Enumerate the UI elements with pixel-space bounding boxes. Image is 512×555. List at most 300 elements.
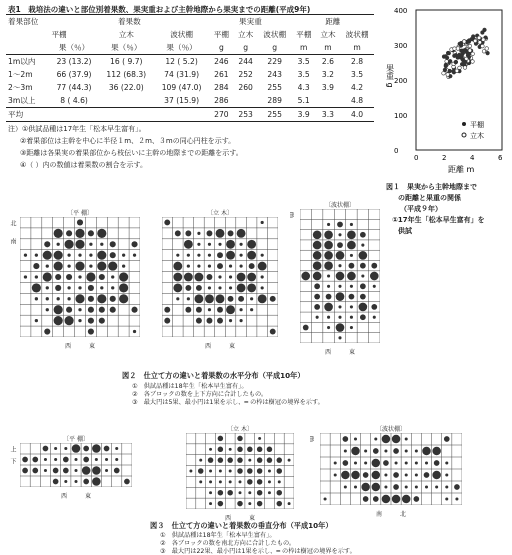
fruit-dot [277,501,282,506]
fruit-dot [360,283,366,289]
fruit-dot [324,241,333,250]
fruit-dot [313,230,322,239]
fruit-dot [247,283,256,292]
fruit-dot [124,479,130,485]
head-distance: 距離 [292,15,374,29]
fruit-dot [247,447,252,452]
fruit-dot [35,297,38,300]
fruit-dot [415,449,418,452]
fruit-dot [89,254,92,257]
fruit-dot [199,480,202,483]
fig3-grid [20,443,132,487]
fig1-xtick: 0 [414,154,419,162]
fruit-dot [218,243,221,246]
fig1-ytick: 300 [394,42,408,50]
fruit-dot [314,283,320,289]
head2-cell: 波状棚 [263,30,287,39]
fruit-dot [54,316,63,325]
fruit-dot [78,286,81,289]
fruit-dot [226,305,235,314]
fruit-dot [261,275,264,278]
fruit-dot [32,468,38,474]
head3-cell: m [300,43,308,52]
fruit-dot [382,495,391,504]
scatter-point [460,62,464,66]
fruit-dot [445,473,448,476]
fruit-dot [66,230,72,236]
fig3-y-axis-label: 上 下 [9,446,16,464]
table-cell: 261 [214,70,229,79]
fruit-dot [54,458,57,461]
fig3-x-axis-label: 西 東 [60,493,91,500]
fruit-dot [88,285,94,291]
fruit-dot [343,436,349,442]
fruit-dot [372,459,381,468]
fruit-dot [324,230,333,239]
scatter-point [444,55,448,59]
fruit-dot [209,491,212,494]
fig2-x-axis-label: 西 東 [324,349,355,356]
fruit-dot [229,286,232,289]
fruit-dot [354,485,357,488]
legend-hiradana: 平棚 [470,121,484,129]
fruit-dot [119,294,128,303]
fig1-xlabel: 距離 m [448,165,475,174]
fruit-dot [361,274,364,277]
fruit-dot [74,458,77,461]
table-cell: 4.2 [351,83,364,92]
fruit-dot [277,490,282,495]
fruit-dot [218,286,221,289]
fruit-dot [100,243,103,246]
fig1-xtick: 4 [470,154,475,162]
fruit-dot [374,437,377,440]
table-cell: 2.8 [340,55,374,69]
fruit-dot [422,447,431,456]
scatter-point [462,40,466,44]
fig1-ylabel: 果重 g [385,64,395,88]
table-cell: 5.1 [297,96,310,105]
fruit-dot [336,251,345,260]
fruit-dot [218,447,223,452]
fruit-dot [227,457,232,462]
fruit-dot [199,459,202,462]
fruit-dot [86,272,95,281]
fruit-dot [54,305,63,314]
fig2-y-axis-label: m [288,212,295,218]
fruit-dot [288,459,291,462]
row-label: 1～2m [8,70,33,79]
fig3-panel [308,424,462,518]
fruit-dot [184,273,193,282]
scatter-point [460,54,464,58]
table-cell: 2.6 [316,55,340,69]
fruit-dot [46,297,49,300]
fruit-dot [240,308,243,311]
head2-cell: 立木 [320,30,336,39]
scatter-point [446,73,450,77]
fruit-dot [75,294,84,303]
fruit-dot [122,264,125,267]
fruit-dot [218,436,223,441]
fruit-dot [393,448,399,454]
table-cell: 243 [267,70,282,79]
fruit-dot [432,471,441,480]
fruit-dot [249,263,255,269]
fruit-dot [197,243,200,246]
fruit-dot [424,472,430,478]
scatter-point [481,44,485,48]
scatter-point [453,47,457,51]
table-cell: 286 [214,96,229,105]
fruit-dot [187,254,190,257]
fruit-dot [268,491,271,494]
fruit-dot [208,308,211,311]
scatter-point [482,38,486,42]
head2-cell: 波状棚 [170,30,193,39]
fruit-dot [277,457,282,462]
avg-cell [154,108,209,122]
fruit-dot [208,265,211,268]
fruit-dot [164,220,170,226]
head3-cell: m [353,43,361,52]
fruit-dot [360,294,366,300]
fruit-dot [110,252,116,258]
fruit-dot [35,319,38,322]
avg-cell: 3.9 [292,108,316,122]
fruit-dot [198,468,203,473]
fruit-dot [227,490,232,495]
fruit-dot [218,501,223,506]
fruit-dot [219,480,222,483]
fig3-note-2: ② 各ブロックの数を南北方向に合計したもの。 [160,540,296,547]
fruit-dot [75,229,84,238]
fig2-panel-label: 〔波状棚〕 [324,202,355,209]
fruit-dot [349,263,355,269]
scatter-point [448,59,452,63]
avg-cell [99,108,154,122]
fig2-panel [9,208,140,350]
fruit-dot [338,316,341,319]
fruit-dot [327,274,330,277]
fruit-dot [240,254,243,257]
fig1-ytick: 100 [394,112,408,120]
fruit-dot [239,491,242,494]
fruit-dot [208,457,213,462]
fruit-dot [354,461,357,464]
fruit-dot [99,318,105,324]
table-cell: 4.8 [351,96,364,105]
fruit-dot [327,326,330,329]
fruit-dot [64,447,67,450]
scatter-point [443,68,447,72]
fruit-dot [229,275,232,278]
fruit-dot [350,285,353,288]
fruit-dot [46,308,49,311]
table-row [6,68,374,81]
fruit-dot [216,229,225,238]
fig1-legend [462,120,484,140]
fruit-dot [228,296,234,302]
fruit-dot [119,283,128,292]
fruit-dot [110,296,116,302]
fruit-dot [173,273,182,282]
scatter-point [463,60,467,64]
fruit-dot [338,264,341,267]
fruit-dot [229,265,232,268]
fruit-dot [268,480,271,483]
fruit-dot [248,502,251,505]
head2-cell: 立木 [118,30,134,39]
scatter-point [463,66,467,70]
fig3-panel-label: 〔波状棚〕 [375,426,406,433]
fruit-dot [97,262,106,271]
fruit-dot [337,242,343,248]
scatter-point [459,44,463,48]
fig2-note-1: ① 供試品種は18年生「松本早生富有」。 [132,383,248,390]
fruit-dot [63,468,69,474]
fruit-dot [111,275,114,278]
fruit-dot [237,447,242,452]
fruit-dot [122,254,125,257]
fig3-panel [9,434,132,500]
fruit-dot [108,262,117,271]
fruit-dot [393,472,399,478]
fruit-dot [405,461,408,464]
fruit-dot [288,502,291,505]
fruit-dot [114,468,120,474]
table-row [6,94,374,108]
fruit-dot [176,297,179,300]
fruit-dot [267,457,272,462]
fruit-dot [72,444,81,453]
fruit-dot [370,272,379,281]
fig3-panel-label: 〔立 木〕 [227,426,253,433]
fruit-dot [432,447,441,456]
fruit-dot [83,457,89,463]
fruit-dot [100,286,103,289]
avg-cell [49,108,98,122]
fruit-dot [35,275,38,278]
fruit-dot [360,263,366,269]
fruit-dot [219,470,222,473]
fruit-dot [197,232,200,235]
fruit-dot [64,480,67,483]
table-cell: 246 [209,55,233,69]
fruit-dot [360,232,366,238]
legend-tachiki: 立木 [470,132,484,140]
scatter-point [486,51,490,55]
fruit-dot [53,479,59,485]
fruit-dot [97,251,106,260]
fruit-dot [338,285,341,288]
fruit-dot [454,484,460,490]
table-cell: 255 [267,83,282,92]
fruit-dot [209,470,212,473]
fruit-dot [268,470,271,473]
fruit-dot [405,449,408,452]
fruit-dot [111,286,114,289]
table-cell: 3.2 [321,70,334,79]
table-cell: 3.5 [351,70,364,79]
scatter-point [468,49,472,53]
fig3-note-3: ③ 最大円は22果、最小円は1果を示し、━ の枠は樹冠の境界を示す。 [160,548,356,555]
fruit-dot [207,274,213,280]
fruit-dot [415,461,418,464]
fruit-dot [209,480,212,483]
fruit-dot [208,286,211,289]
fruit-dot [248,459,251,462]
fruit-dot [74,469,77,472]
scatter-point [455,69,459,73]
fig3-grid [320,433,462,505]
fruit-dot [185,307,191,313]
table-cell: 289 [267,96,282,105]
fruit-dot [88,296,94,302]
table-cell: 36 (22.0) [108,83,144,92]
fruit-dot [175,230,181,236]
fruit-dot [97,294,106,303]
fruit-dot [119,272,128,281]
table-cell: 3.9 [321,83,334,92]
fruit-dot [415,485,418,488]
head3-cell: m [324,43,332,52]
fruit-dot [414,496,420,502]
fruit-dot [187,297,190,300]
fruit-dot [248,491,251,494]
fruit-dot [217,252,223,258]
fig2-panel [288,200,380,356]
scatter-point [448,69,452,73]
fruit-dot [54,262,63,271]
fruit-dot [54,251,63,260]
fruit-dot [46,286,49,289]
table-cell: 252 [238,70,253,79]
fruit-dot [250,297,253,300]
fruit-dot [405,437,408,440]
fruit-dot [67,297,70,300]
scatter-point [471,35,475,39]
fruit-dot [405,485,408,488]
fruit-dot [324,251,333,260]
fig1-scatter [384,4,508,174]
fruit-dot [327,316,330,319]
fruit-dot [270,329,276,335]
fruit-dot [341,471,350,480]
fig1-caption-l1: 図１ 果実から主幹地際まで [386,183,477,191]
fruit-dot [226,251,235,260]
fruit-dot [326,294,332,300]
fig2-caption: 図２ 仕立て方の違いと着果数の水平分布（平成10年） [122,371,305,380]
fruit-dot [54,229,63,238]
table-cell: 229 [258,55,292,69]
fruit-dot [261,221,264,224]
fruit-dot [350,305,353,308]
table-row [6,55,374,69]
fruit-dot [217,318,223,324]
fruit-dot [267,447,272,452]
fruit-dot [205,294,214,303]
fruit-dot [373,316,376,319]
fruit-dot [77,219,83,225]
fruit-dot [115,458,118,461]
fruit-dot [258,262,267,271]
fruit-dot [92,477,101,486]
fig2-grid [162,217,278,337]
fruit-dot [247,240,256,249]
fruit-dot [444,436,450,442]
fruit-dot [347,230,356,239]
fruit-dot [43,251,52,260]
fig1-caption [386,182,510,237]
fruit-dot [55,274,61,280]
fruit-dot [336,272,345,281]
fruit-dot [237,436,242,441]
fruit-dot [336,292,345,301]
fruit-dot [237,229,246,238]
fruit-dot [372,483,381,492]
fruit-dot [185,230,191,236]
avg-cell: 253 [233,108,257,122]
fruit-dot [337,222,343,228]
fruit-dot [257,457,262,462]
fruit-dot [324,497,327,500]
table-cell [233,94,257,108]
fruit-dot [67,264,70,267]
scatter-point [471,60,475,64]
fruit-dot [208,254,211,257]
fig1-ytick: 0 [394,147,399,155]
fruit-dot [57,297,60,300]
fruit-dot [237,457,242,462]
fruit-dot [196,285,202,291]
fruit-dot [164,318,170,324]
fig2-panel-label: 〔平 棚〕 [67,210,93,217]
fruit-dot [361,483,370,492]
scatter-point [456,47,460,51]
fig3-x-axis-label: 南 北 [375,511,406,518]
fruit-dot [176,254,179,257]
fruit-dot [44,328,50,334]
head-part: 着果部位 [6,15,49,29]
fruit-dot [208,243,211,246]
fruit-dot [415,473,418,476]
head3-cell: 果（％） [111,43,142,52]
head3-cell: g [243,43,249,52]
table-cell: 8 ( 4.6) [60,96,88,105]
fruit-dot [237,273,246,282]
fruit-dot [445,461,448,464]
fruit-dot [24,275,27,278]
fig2-panel-label: 〔立 木〕 [207,210,233,217]
fruit-dot [354,437,357,440]
fruit-dot [189,470,192,473]
table-cell: 112 (68.3) [106,70,147,79]
fig1-xtick: 6 [498,154,503,162]
fruit-dot [32,457,38,463]
fig1-xtick: 2 [442,154,447,162]
fruit-dot [99,307,105,313]
fruit-dot [371,304,377,310]
fruit-dot [240,319,243,322]
fruit-dot [384,473,387,476]
fruit-dot [67,286,70,289]
fruit-dot [33,263,39,269]
fig2-x-axis-label: 西 東 [204,343,235,350]
fig2-grid [20,217,140,337]
fruit-dot [196,307,202,313]
fruit-dot [405,473,408,476]
